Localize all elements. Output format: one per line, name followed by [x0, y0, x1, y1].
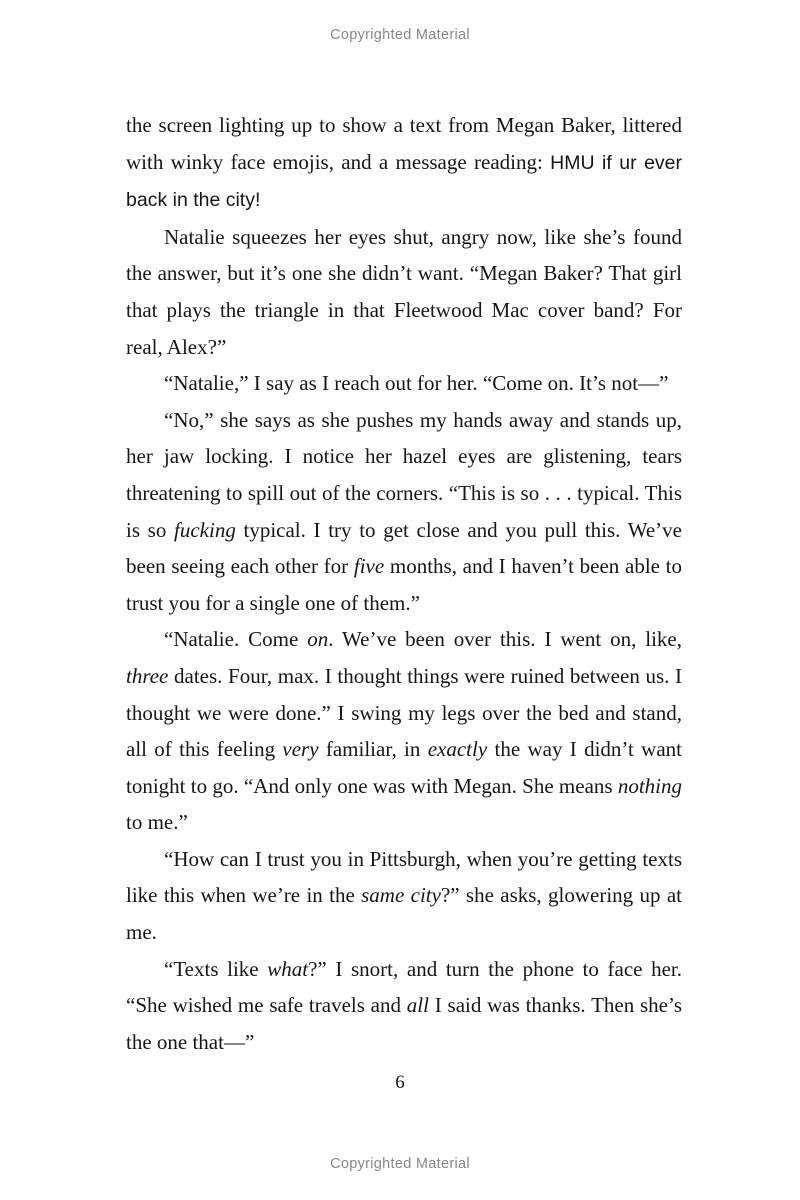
- text-segment: the screen lighting up to show a text from Megan Baker, littered with winky face emojis, and a message reading:: [126, 113, 682, 174]
- emphasized-text: five: [353, 554, 385, 579]
- text-segment: to me.”: [126, 810, 188, 835]
- emphasized-text: all: [406, 993, 429, 1018]
- text-segment: months, and I haven’t been able to trust you for a single one of them.”: [126, 554, 683, 615]
- paragraph: [126, 402, 682, 622]
- copyright-notice-top: Copyrighted Material: [330, 27, 470, 43]
- emphasized-text: same city: [361, 883, 441, 908]
- text-segment: “No,” she says as she pushes my hands away and stands up, her jaw locking. I notice her hazel eyes are glistening, tears threatening to spill out of the corners. “This is so . . . typical. This is so: [126, 407, 682, 542]
- text-segment: “Natalie,” I say as I reach out for her. “Come on. It’s not—”: [164, 371, 669, 396]
- text-segment: Natalie squeezes her eyes shut, angry now, like she’s found the answer, but it’s one she didn’t want. “Megan Baker? That girl that plays the triangle in that Fleetwood Mac cover band? For real, Alex?”: [126, 224, 682, 359]
- text-segment: typical. I try to get close and you pull this. We’ve been seeing each other for: [126, 517, 682, 579]
- text-segment: dates. Four, max. I thought things were ruined between us. I thought we were done.” I swing my legs over the bed and stand, all of this feeling: [126, 663, 682, 762]
- paragraph: [126, 621, 682, 841]
- page-number: 6: [395, 1072, 405, 1093]
- emphasized-text: nothing: [617, 773, 682, 798]
- text-message-excerpt: HMU if ur ever back in the city!: [126, 151, 682, 212]
- text-segment: . We’ve been over this. I went on, like,: [328, 627, 682, 652]
- emphasized-text: very: [282, 737, 319, 762]
- paragraph: [126, 951, 682, 1061]
- text-segment: “How can I trust you in Pittsburgh, when you’re getting texts like this when we’re in the: [126, 846, 682, 908]
- text-segment: “Texts like: [164, 956, 268, 981]
- text-segment: I said was thanks. Then she’s the one that—”: [126, 993, 683, 1054]
- emphasized-text: what: [267, 956, 309, 981]
- text-segment: ?” I snort, and turn the phone to face her. “She wished me safe travels and: [126, 956, 682, 1018]
- text-segment: ?” she asks, glowering up at me.: [126, 883, 682, 945]
- emphasized-text: three: [126, 663, 169, 688]
- emphasized-text: exactly: [427, 737, 488, 762]
- copyright-notice-bottom: Copyrighted Material: [330, 1156, 470, 1172]
- emphasized-text: fucking: [174, 517, 236, 542]
- page-body-text: [126, 107, 682, 1060]
- text-segment: the way I didn’t want tonight to go. “And only one was with Megan. She means: [126, 737, 682, 798]
- text-segment: familiar, in: [318, 737, 428, 762]
- text-segment: “Natalie. Come: [164, 627, 308, 652]
- paragraph: [126, 365, 682, 402]
- paragraph: [126, 841, 682, 951]
- paragraph: [126, 219, 682, 365]
- paragraph: [126, 107, 682, 219]
- emphasized-text: on: [307, 627, 329, 652]
